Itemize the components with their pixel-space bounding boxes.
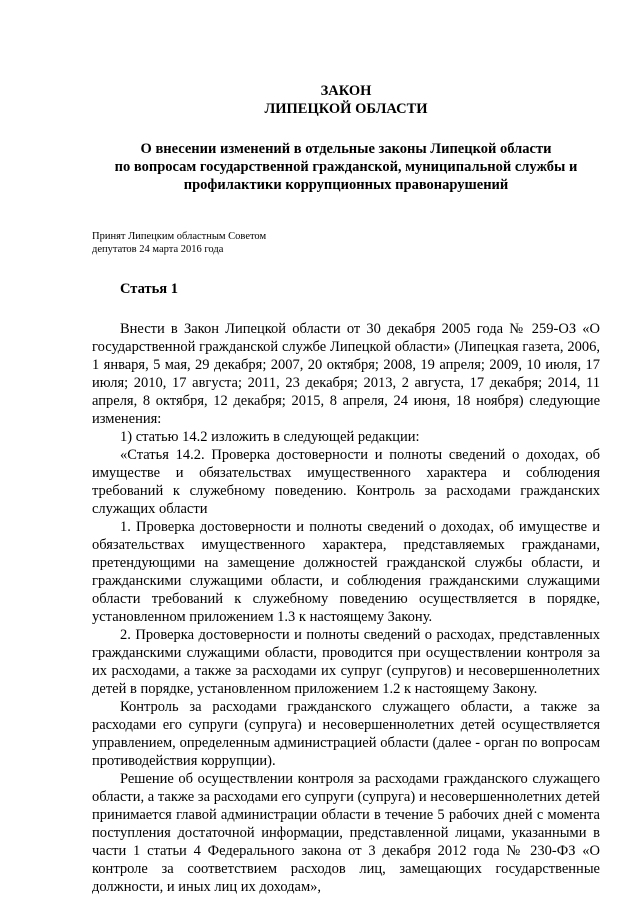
article-paragraph: «Статья 14.2. Проверка достоверности и полноты сведений о доходах, об имуществе и обязательствах имущественного характера и соблюдения требований к служебному поведению. Контроль за расходами гражданских служащих области (92, 447, 600, 517)
law-title-line2: ЛИПЕЦКОЙ ОБЛАСТИ (264, 101, 428, 117)
article-paragraph: 1) статью 14.2 изложить в следующей редакции: (120, 429, 420, 445)
article-paragraph: Контроль за расходами гражданского служащего области, а также за расходами его супруги (супруга) и несовершеннолетних детей осуществляется управлением, определенным администрацией области (далее - орган по вопросам противодействия коррупции). (92, 699, 600, 769)
adoption-note (92, 230, 600, 256)
article-paragraph: Внести в Закон Липецкой области от 30 декабря 2005 года № 259-ОЗ «О государственной гражданской службе Липецкой области» (Липецкая газета, 2006, 1 января, 5 мая, 29 декабря; 2007, 20 октября; 2008, 19 апреля; 2009, 10 июля, 17 июля; 2010, 17 августа; 2011, 23 декабря; 2013, 2 августа, 17 декабря; 2014, 11 апреля, 8 октября, 12 декабря; 2015, 8 апреля, 24 июня, 18 ноября) следующие изменения: (92, 321, 600, 427)
adoption-note-line1: Принят Липецким областным Советом (92, 231, 267, 242)
article-heading: Статья 1 (120, 281, 178, 297)
adoption-note-line2: депутатов 24 марта 2016 года (92, 244, 224, 255)
law-subtitle (92, 140, 600, 194)
law-subtitle-line3: профилактики коррупционных правонарушений (183, 177, 509, 193)
law-subtitle-line1: О внесении изменений в отдельные законы Липецкой области (140, 141, 552, 157)
article-paragraph: 2. Проверка достоверности и полноты сведений о расходах, представленных гражданскими служащими области, проводится при осуществлении контроля за их расходами, а также за расходами их супруг (супругов) и несовершеннолетних детей в порядке, установленном приложением 1.2 к настоящему Закону. (92, 627, 600, 697)
article-paragraph: Решение об осуществлении контроля за расходами гражданского служащего области, а также за расходами его супруги (супруга) и несовершеннолетних детей принимается главой администрации области в течение 5 рабочих дней с момента поступления достаточной информации, представленной лицами, указанными в части 1 статьи 4 Федерального закона от 3 декабря 2012 года № 230-ФЗ «О контроле за соответствием расходов лиц, замещающих государственные должности, и иных лиц их доходам», (92, 771, 600, 895)
law-subtitle-line2: по вопросам государственной гражданской, муниципальной службы и (114, 159, 578, 175)
article-paragraph: 1. Проверка достоверности и полноты сведений о доходах, об имуществе и обязательствах имущественного характера, представляемых гражданами, претендующими на замещение должностей гражданской службы области, и гражданскими служащими области, и соблюдения гражданскими служащими области требований к служебному поведению осуществляется в порядке, установленном приложением 1.3 к настоящему Закону. (92, 519, 600, 625)
article-body (92, 320, 600, 896)
law-title (92, 82, 600, 118)
law-title-line1: ЗАКОН (320, 83, 372, 99)
